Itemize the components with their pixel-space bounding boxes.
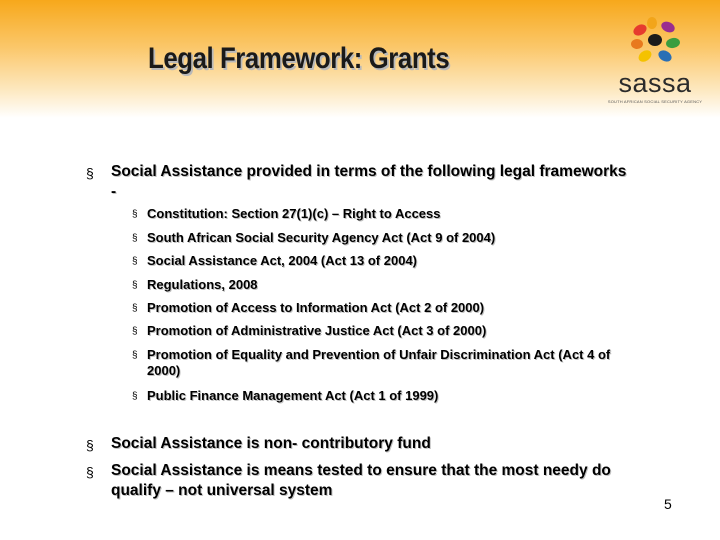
page-number: 5 [664, 496, 672, 512]
sub-bullet-marker: § [132, 280, 138, 291]
sassa-logo [600, 16, 710, 106]
point-item: Social Assistance is means tested to ensure that the most needy do qualify – not universal system [111, 462, 611, 499]
bullet-marker: § [86, 437, 94, 453]
framework-item: Constitution: Section 27(1)(c) – Right to Access [147, 206, 441, 221]
framework-item: Promotion of Equality and Prevention of Unfair Discrimination Act (Act 4 of 2000) [147, 347, 611, 378]
framework-item: South African Social Security Agency Act (Act 9 of 2004) [147, 230, 496, 245]
sub-bullet-marker: § [132, 350, 138, 361]
framework-item: Public Finance Management Act (Act 1 of 1999) [147, 388, 439, 403]
point-item: Social Assistance is non- contributory fund [111, 435, 431, 452]
hands-logo-icon [628, 16, 682, 64]
intro-text [111, 162, 651, 202]
bullet-marker: § [86, 165, 94, 181]
sub-bullet-marker: § [132, 391, 138, 402]
framework-item: Promotion of Administrative Justice Act (Act 3 of 2000) [147, 323, 487, 338]
sub-bullet-marker: § [132, 326, 138, 337]
logo-wordmark: sassa [618, 68, 692, 98]
sub-bullet-marker: § [132, 233, 138, 244]
logo-tagline: SOUTH AFRICAN SOCIAL SECURITY AGENCY [607, 99, 703, 104]
framework-item: Regulations, 2008 [147, 277, 258, 292]
sub-bullet-marker: § [132, 209, 138, 220]
slide-title: Legal Framework: Grants [148, 42, 450, 75]
sub-bullet-marker: § [132, 303, 138, 314]
framework-item: Social Assistance Act, 2004 (Act 13 of 2004) [147, 253, 417, 268]
intro-line: Social Assistance provided in terms of the following legal frameworks [111, 163, 627, 180]
sub-bullet-marker: § [132, 256, 138, 267]
intro-dash: - [111, 183, 117, 200]
bullet-marker: § [86, 464, 94, 480]
framework-item: Promotion of Access to Information Act (Act 2 of 2000) [147, 300, 485, 315]
